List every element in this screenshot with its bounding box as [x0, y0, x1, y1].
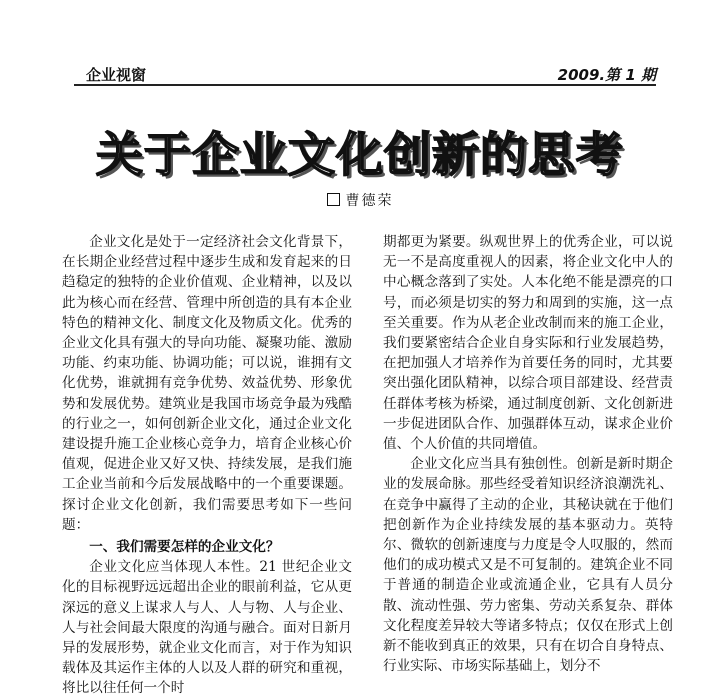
section-heading: 一、我们需要怎样的企业文化？ [89, 539, 280, 556]
left-column [62, 232, 352, 699]
paragraph: 企业文化应当具有独创性。创新是新时期企业的发展命脉。那些经受着知识经济浪潮洗礼、在竞争中赢得了主动的企业，其秘诀就在于他们把创新作为企业持续发展的基本驱动力。英特尔、微软的创新速度与力度是令人叹服的，然而他们的成功模式又是不可复制的。建筑企业不同于普通的制造企业或流通企业，它具有人员分散、流动性强、劳力密集、劳动关系复杂、群体文化程度差异较大等诸多特点；仅仅在形式上创新不能收到真正的效果，只有在切合自身特点、行业实际、市场实际基础上，划分不 [383, 456, 673, 675]
author-line [0, 190, 720, 210]
paragraph: 企业文化应当体现人本性。21 世纪企业文化的目标视野远远超出企业的眼前利益，它从更深远的意义上谋求人与人、人与物、人与企业、人与社会间最大限度的沟通与融合。面对日新月异的发展形势，就企业文化而言，对于作为知识载体及其运作主体的人以及人群的研究和重视，将比以往任何一个时 [62, 559, 352, 697]
right-column [383, 232, 673, 676]
square-bullet-icon [327, 193, 340, 206]
author-name: 曹德荣 [345, 193, 394, 209]
issue-number: 2009.第 1 期 [557, 66, 656, 84]
article-title: 关于企业文化创新的思考 [96, 128, 624, 183]
paragraph: 期都更为紧要。纵观世界上的优秀企业，可以说无一不是高度重视人的因素，将企业文化中人的中心概念落到了实处。人本化绝不能是漂亮的口号，而必须是切实的努力和周到的实施，这一点至关重要。作为从老企业改制而来的施工企业，我们要紧密结合企业自身实际和行业发展趋势，在把加强人才培养作为首要任务的同时，尤其要突出强化团队精神，以综合项目部建设、经营责任群体考核为桥梁，通过制度创新、文化创新进一步促进团队合作、加强群体互动，谋求企业价值、个人价值的共同增值。 [383, 234, 673, 453]
page-header [74, 64, 656, 86]
section-name: 企业视窗 [86, 66, 147, 84]
paragraph: 企业文化是处于一定经济社会文化背景下，在长期企业经营过程中逐步生成和发育起来的日趋稳定的独特的企业价值观、企业精神，以及以此为核心而在经营、管理中所创造的具有本企业特色的精神文化、制度文化及物质文化。优秀的企业文化具有强大的导向功能、凝聚功能、激励功能、约束功能、协调功能；可以说，谁拥有文化优势，谁就拥有竞争优势、效益优势、形象优势和发展优势。建筑业是我国市场竞争最为残酷的行业之一，如何创新企业文化，通过企业文化建设提升施工企业核心竞争力，培育企业核心价值观，促进企业又好又快、持续发展，是我们施工企业当前和今后发展战略中的一个重要课题。探讨企业文化创新，我们需要思考如下一些问题： [62, 234, 352, 533]
